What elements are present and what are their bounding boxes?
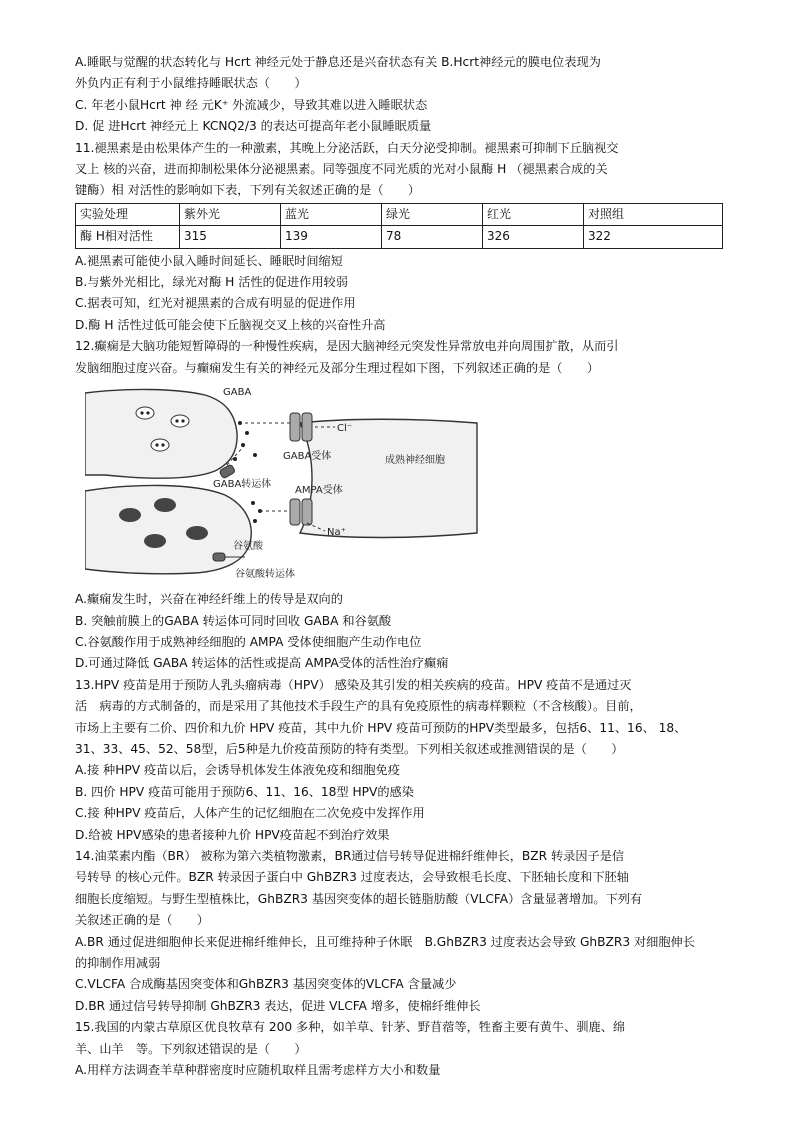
q10-option-b-cont: 外负内正有利于小鼠维持睡眠状态（ ） <box>75 76 307 91</box>
q15-stem-2: 羊、山羊 等。下列叙述错误的是（ ） <box>75 1041 307 1056</box>
gaba-receptor <box>290 413 312 441</box>
q14-option-b-cont: 的抑制作用减弱 <box>75 956 161 970</box>
label-ampa-receptor: AMPA受体 <box>295 485 343 497</box>
synapse-svg <box>85 383 485 581</box>
table-cell: 蓝光 <box>281 203 382 225</box>
postsynaptic-neuron <box>300 419 477 537</box>
q13-stem-3: 市场上主要有二价、四价和九价 HPV 疫苗，其中九价 HPV 疫苗可预防的HPV类型最多，包括6、11、16、 18、 <box>75 720 687 735</box>
q11-option-c: C.据表可知，红光对褪黑素的合成有明显的促进作用 <box>75 296 356 311</box>
q10-option-a: A.睡眠与觉醒的状态转化与 Hcrt 神经元处于静息还是兴奋状态有关 B.Hcrt神经元的膜电位表现为 <box>75 55 601 69</box>
label-mature-neuron: 成熟神经细胞 <box>385 455 445 467</box>
presynaptic-terminal-upper <box>85 390 237 479</box>
table-cell: 326 <box>483 226 584 248</box>
q14-stem-4: 关叙述正确的是（ ） <box>75 913 210 928</box>
q11-stem-3: 键酶）相 对活性的影响如下表，下列有关叙述正确的是（ ） <box>75 183 421 198</box>
label-gaba-receptor: GABA受体 <box>283 451 332 463</box>
q10-option-c: C. 年老小鼠Hcrt 神 经 元K⁺ 外流减少，导致其难以进入睡眠状态 <box>75 97 428 112</box>
table-cell: 对照组 <box>584 203 723 225</box>
label-na: Na⁺ <box>327 527 346 539</box>
q13-option-b: B. 四价 HPV 疫苗可能用于预防6、11、16、18型 HPV的感染 <box>75 784 414 799</box>
table-cell: 紫外光 <box>180 203 281 225</box>
label-gaba-transporter: GABA转运体 <box>213 479 272 491</box>
label-glutamate-transporter: 谷氨酸转运体 <box>235 569 295 581</box>
q11-option-b: B.与紫外光相比，绿光对酶 H 活性的促进作用较弱 <box>75 275 348 290</box>
q12-option-c: C.谷氨酸作用于成熟神经细胞的 AMPA 受体使细胞产生动作电位 <box>75 634 422 649</box>
table-cell: 酶 H相对活性 <box>76 226 180 248</box>
q14-option-a: A.BR 通过促进细胞伸长来促进棉纤维伸长，且可维持种子休眠 B.GhBZR3 过度表达会导致 GhBZR3 对细胞伸长 <box>75 934 695 949</box>
q14-stem-1: 14.油菜素内酯（BR） 被称为第六类植物激素，BR通过信号转导促进棉纤维伸长，BZR 转录因子是信 <box>75 848 625 863</box>
q11-stem-1: 11.褪黑素是由松果体产生的一种激素，其晚上分泌活跃，白天分泌受抑制。褪黑素可抑制下丘脑视交 <box>75 140 619 155</box>
exam-page <box>75 52 723 1081</box>
q13-option-c: C.接 种HPV 疫苗后，人体产生的记忆细胞在二次免疫中发挥作用 <box>75 806 425 821</box>
table-cell: 139 <box>281 226 382 248</box>
q14-option-d: D.BR 通过信号转导抑制 GhBZR3 表达，促进 VLCFA 增多，使棉纤维伸长 <box>75 998 481 1013</box>
table-row <box>76 226 723 248</box>
ampa-receptor <box>290 499 312 525</box>
synapse-diagram <box>75 383 723 583</box>
table-cell: 315 <box>180 226 281 248</box>
q12-option-d: D.可通过降低 GABA 转运体的活性或提高 AMPA受体的活性治疗癫痫 <box>75 656 449 671</box>
table-header-row <box>76 203 723 225</box>
q14-option-c: C.VLCFA 合成酶基因突变体和GhBZR3 基因突变体的VLCFA 含量减少 <box>75 977 457 992</box>
label-cl: Cl⁻ <box>337 423 353 435</box>
table-cell: 红光 <box>483 203 584 225</box>
q15-stem-1: 15.我国的内蒙古草原区优良牧草有 200 多种，如羊草、针茅、野苜蓿等，牲畜主要有黄牛、驯鹿、绵 <box>75 1020 626 1035</box>
q11-stem-2: 叉上 核的兴奋，进而抑制松果体分泌褪黑素。同等强度不同光质的光对小鼠酶 H （褪黑素合成的关 <box>75 162 608 177</box>
q12-stem-2: 发脑细胞过度兴奋。与癫痫发生有关的神经元及部分生理过程如下图，下列叙述正确的是（ ） <box>75 360 600 375</box>
q11-option-d: D.酶 H 活性过低可能会使下丘脑视交叉上核的兴奋性升高 <box>75 317 386 332</box>
q14-stem-3: 细胞长度缩短。与野生型植株比，GhBZR3 基因突变体的超长链脂肪酸（VLCFA）含量显著增加。下列有 <box>75 891 643 906</box>
table-cell: 322 <box>584 226 723 248</box>
table-cell: 实验处理 <box>76 203 180 225</box>
q11-table <box>75 203 723 249</box>
q13-stem-2: 活 病毒的方式制备的，而是采用了其他技术手段生产的具有免疫原性的病毒样颗粒（不含核酸）。目前， <box>75 699 642 714</box>
q13-option-d: D.给被 HPV感染的患者接种九价 HPV疫苗起不到治疗效果 <box>75 827 390 842</box>
label-gaba: GABA <box>223 387 252 399</box>
q10-option-d: D. 促 进Hcrt 神经元上 KCNQ2/3 的表达可提高年老小鼠睡眠质量 <box>75 119 432 134</box>
q13-stem-4: 31、33、45、52、58型，后5种是九价疫苗预防的特有类型。下列相关叙述或推测错误的是（ ） <box>75 741 624 756</box>
q12-option-a: A.癫痫发生时，兴奋在神经纤维上的传导是双向的 <box>75 592 343 607</box>
q15-option-a: A.用样方法调查羊草种群密度时应随机取样且需考虑样方大小和数量 <box>75 1063 441 1078</box>
q11-option-a: A.褪黑素可能使小鼠入睡时间延长、睡眠时间缩短 <box>75 253 343 268</box>
q12-option-b: B. 突触前膜上的GABA 转运体可同时回收 GABA 和谷氨酸 <box>75 613 392 628</box>
table-cell: 78 <box>382 226 483 248</box>
q13-option-a: A.接 种HPV 疫苗以后，会诱导机体发生体液免疫和细胞免疫 <box>75 763 400 778</box>
glutamate-transporter <box>213 553 225 561</box>
label-glutamate: 谷氨酸 <box>233 541 263 553</box>
q14-stem-2: 号转导 的核心元件。BZR 转录因子蛋白中 GhBZR3 过度表达，会导致根毛长度、下胚轴长度和下胚轴 <box>75 870 629 885</box>
table-cell: 绿光 <box>382 203 483 225</box>
glutamate-molecules <box>251 501 262 523</box>
q12-stem-1: 12.癫痫是大脑功能短暂障碍的一种慢性疾病，是因大脑神经元突发性异常放电并向周围扩散，从而引 <box>75 339 619 354</box>
q13-stem-1: 13.HPV 疫苗是用于预防人乳头瘤病毒（HPV） 感染及其引发的相关疾病的疫苗。HPV 疫苗不是通过灭 <box>75 677 632 692</box>
